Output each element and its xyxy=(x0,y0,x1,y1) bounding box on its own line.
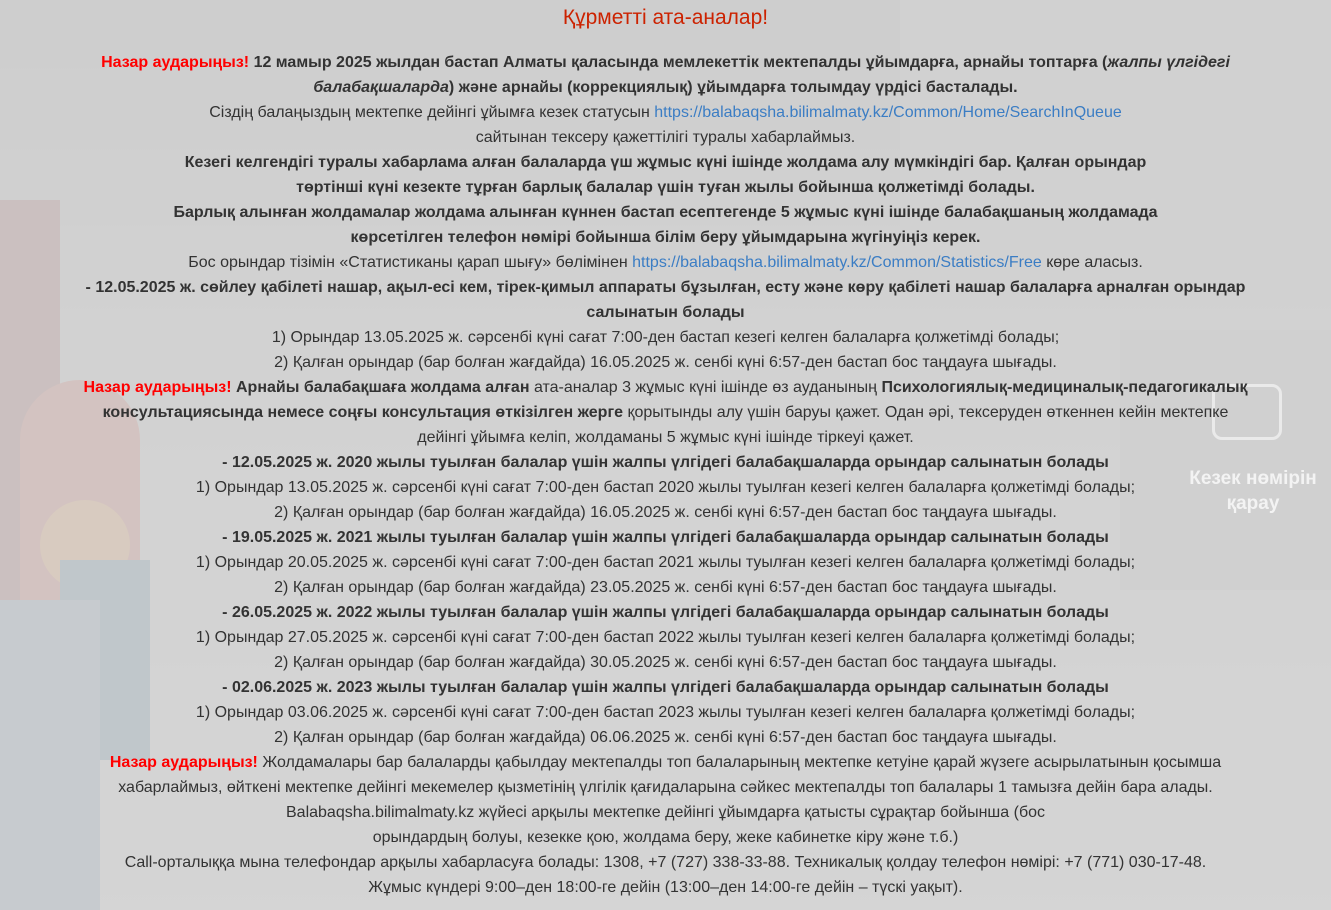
announcement-line xyxy=(0,75,1331,100)
announcement-text: жалпы үлгідегі xyxy=(1107,54,1230,71)
search-in-queue-link[interactable]: https://balabaqsha.bilimalmaty.kz/Common/Home/SearchInQueue xyxy=(654,104,1122,121)
schedule-header: - 19.05.2025 ж. 2021 жылы туылған балалар үшін жалпы үлгідегі балабақшаларда орындар салынатын болады xyxy=(222,529,1109,546)
announcement-text: Бос орындар тізімін «Статистиканы қарап шығу» бөлімінен xyxy=(188,254,628,271)
announcement-text: ) және арнайы (коррекциялық) ұйымдарға толымдау үрдісі басталады. xyxy=(448,79,1018,96)
announcement-text: Жолдамалары бар балаларды қабылдау мектепалды топ балаларының мектепке кетуіне қарай жүзеге асырылатынын қосымша xyxy=(262,754,1222,771)
schedule-item: 1) Орындар 27.05.2025 ж. сәрсенбі күні сағат 7:00-ден бастап 2022 жылы туылған кезегі келген балаларға қолжетімді болады; xyxy=(195,629,1136,646)
announcement-text: Психологиялық-медициналық-педагогикалық xyxy=(881,379,1248,396)
working-hours: Жұмыс күндері 9:00–ден 18:00-ге дейін (13:00–ден 14:00-ге дейін – түскі уақыт). xyxy=(368,879,963,896)
announcement-line xyxy=(0,50,1331,75)
announcement-text: балабақшаларда xyxy=(313,79,449,96)
contact-line: Balabaqsha.bilimalmaty.kz жүйесі арқылы мектепке дейінгі ұйымдарға қатысты сұрақтар бойынша (бос xyxy=(286,804,1045,821)
announcement-line: көрсетілген телефон нөмірі бойынша білім беру ұйымдарына жүгінуіңіз керек. xyxy=(350,229,981,246)
announcement-text: Арнайы балабақшаға жолдама алған xyxy=(235,379,530,396)
announcement-line: Кезегі келгендігі туралы хабарлама алған балаларда үш жұмыс күні ішінде жолдама алу мүмкіндігі бар. Қалған орындар xyxy=(184,154,1147,171)
contact-line: Call-орталыққа мына телефондар арқылы хабарласуға болады: 1308, +7 (727) 338-33-88. Техникалық қолдау телефон нөмірі: +7 (771) 030-17-48. xyxy=(124,854,1207,871)
announcement-text: ата-аналар 3 жұмыс күні ішінде өз ауданының xyxy=(533,379,877,396)
announcement-text: көре аласыз. xyxy=(1046,254,1143,271)
schedule-header: - 26.05.2025 ж. 2022 жылы туылған балалар үшін жалпы үлгідегі балабақшаларда орындар салынатын болады xyxy=(222,604,1109,621)
special-header: салынатын болады xyxy=(586,304,745,321)
announcement-text: Сіздің балаңыздың мектепке дейінгі ұйымға кезек статусын xyxy=(209,104,650,121)
special-item: 2) Қалған орындар (бар болған жағдайда) 16.05.2025 ж. сенбі күні 6:57-ден бастап бос таңдауға шығады. xyxy=(274,354,1057,371)
schedule-item: 2) Қалған орындар (бар болған жағдайда) 16.05.2025 ж. сенбі күні 6:57-ден бастап бос таңдауға шығады. xyxy=(274,504,1057,521)
view-queue-number-label-1: Кезек нөмірін xyxy=(1189,468,1317,489)
announcement-line: хабарлаймыз, өйткені мектепке дейінгі мекемелер қызметінің үлгілік қағидаларына сәйкес мектепалды топ балалары 1 тамызға дейін бара алады. xyxy=(118,779,1213,796)
announcement-line: төртінші күні кезекте тұрған барлық балалар үшін туған жылы бойынша қолжетімді болады. xyxy=(296,179,1035,196)
special-item: 1) Орындар 13.05.2025 ж. сәрсенбі күні сағат 7:00-ден бастап кезегі келген балаларға қолжетімді болады; xyxy=(271,329,1060,346)
schedule-item: 1) Орындар 20.05.2025 ж. сәрсенбі күні сағат 7:00-ден бастап 2021 жылы туылған кезегі келген балаларға қолжетімді болады; xyxy=(195,554,1136,571)
announcement-line xyxy=(0,250,1331,275)
announcement-text: консультациясында немесе соңғы консультация өткізілген жерге xyxy=(102,404,623,421)
schedule-item: 2) Қалған орындар (бар болған жағдайда) 30.05.2025 ж. сенбі күні 6:57-ден бастап бос таңдауға шығады. xyxy=(274,654,1057,671)
attention-label: Назар аударыңыз! xyxy=(83,379,232,396)
announcement-line xyxy=(0,100,1331,125)
announcement-line xyxy=(0,400,1331,425)
page-title: Құрметті ата-аналар! xyxy=(562,6,769,29)
contact-line: орындардың болуы, кезекке қою, жолдама беру, жеке кабинетке кіру және т.б.) xyxy=(372,829,959,846)
announcement-line: Барлық алынған жолдамалар жолдама алынған күннен бастап есептегенде 5 жұмыс күні ішінде балабақшаның жолдамада xyxy=(173,204,1158,221)
schedule-item: 1) Орындар 03.06.2025 ж. сәрсенбі күні сағат 7:00-ден бастап 2023 жылы туылған кезегі келген балаларға қолжетімді болады; xyxy=(195,704,1136,721)
announcement-line: сайтынан тексеру қажеттілігі туралы хабарлаймыз. xyxy=(475,129,856,146)
schedule-item: 2) Қалған орындар (бар болған жағдайда) 23.05.2025 ж. сенбі күні 6:57-ден бастап бос таңдауға шығады. xyxy=(274,579,1057,596)
schedule-item: 2) Қалған орындар (бар болған жағдайда) 06.06.2025 ж. сенбі күні 6:57-ден бастап бос таңдауға шығады. xyxy=(274,729,1057,746)
announcement-line: дейінгі ұйымға келіп, жолдаманы 5 жұмыс күні ішінде тіркеуі қажет. xyxy=(417,429,914,446)
schedule-header: - 02.06.2025 ж. 2023 жылы туылған балалар үшін жалпы үлгідегі балабақшаларда орындар салынатын болады xyxy=(222,679,1109,696)
view-queue-number-label-2: қарау xyxy=(1226,493,1280,514)
announcement-text: қорытынды алу үшін баруы қажет. Одан әрі, тексеруден өткеннен кейін мектепке xyxy=(627,404,1229,421)
schedule-header: - 12.05.2025 ж. 2020 жылы туылған балалар үшін жалпы үлгідегі балабақшаларда орындар салынатын болады xyxy=(222,454,1109,471)
announcement-text: 12 мамыр 2025 жылдан бастап Алматы қаласында мемлекеттік мектепалды ұйымдарға, арнайы топтарға ( xyxy=(253,54,1108,71)
announcement-line xyxy=(0,375,1331,400)
attention-label: Назар аударыңыз! xyxy=(109,754,258,771)
free-places-statistics-link[interactable]: https://balabaqsha.bilimalmaty.kz/Common/Statistics/Free xyxy=(632,254,1042,271)
announcement-line xyxy=(0,750,1331,775)
schedule-item: 1) Орындар 13.05.2025 ж. сәрсенбі күні сағат 7:00-ден бастап 2020 жылы туылған кезегі келген балаларға қолжетімді болады; xyxy=(195,479,1136,496)
attention-label: Назар аударыңыз! xyxy=(101,54,250,71)
special-header: - 12.05.2025 ж. сөйлеу қабілеті нашар, ақыл-есі кем, тірек-қимыл аппараты бұзылған, есту және көру қабілеті нашар балаларға арналған орындар xyxy=(85,279,1246,296)
